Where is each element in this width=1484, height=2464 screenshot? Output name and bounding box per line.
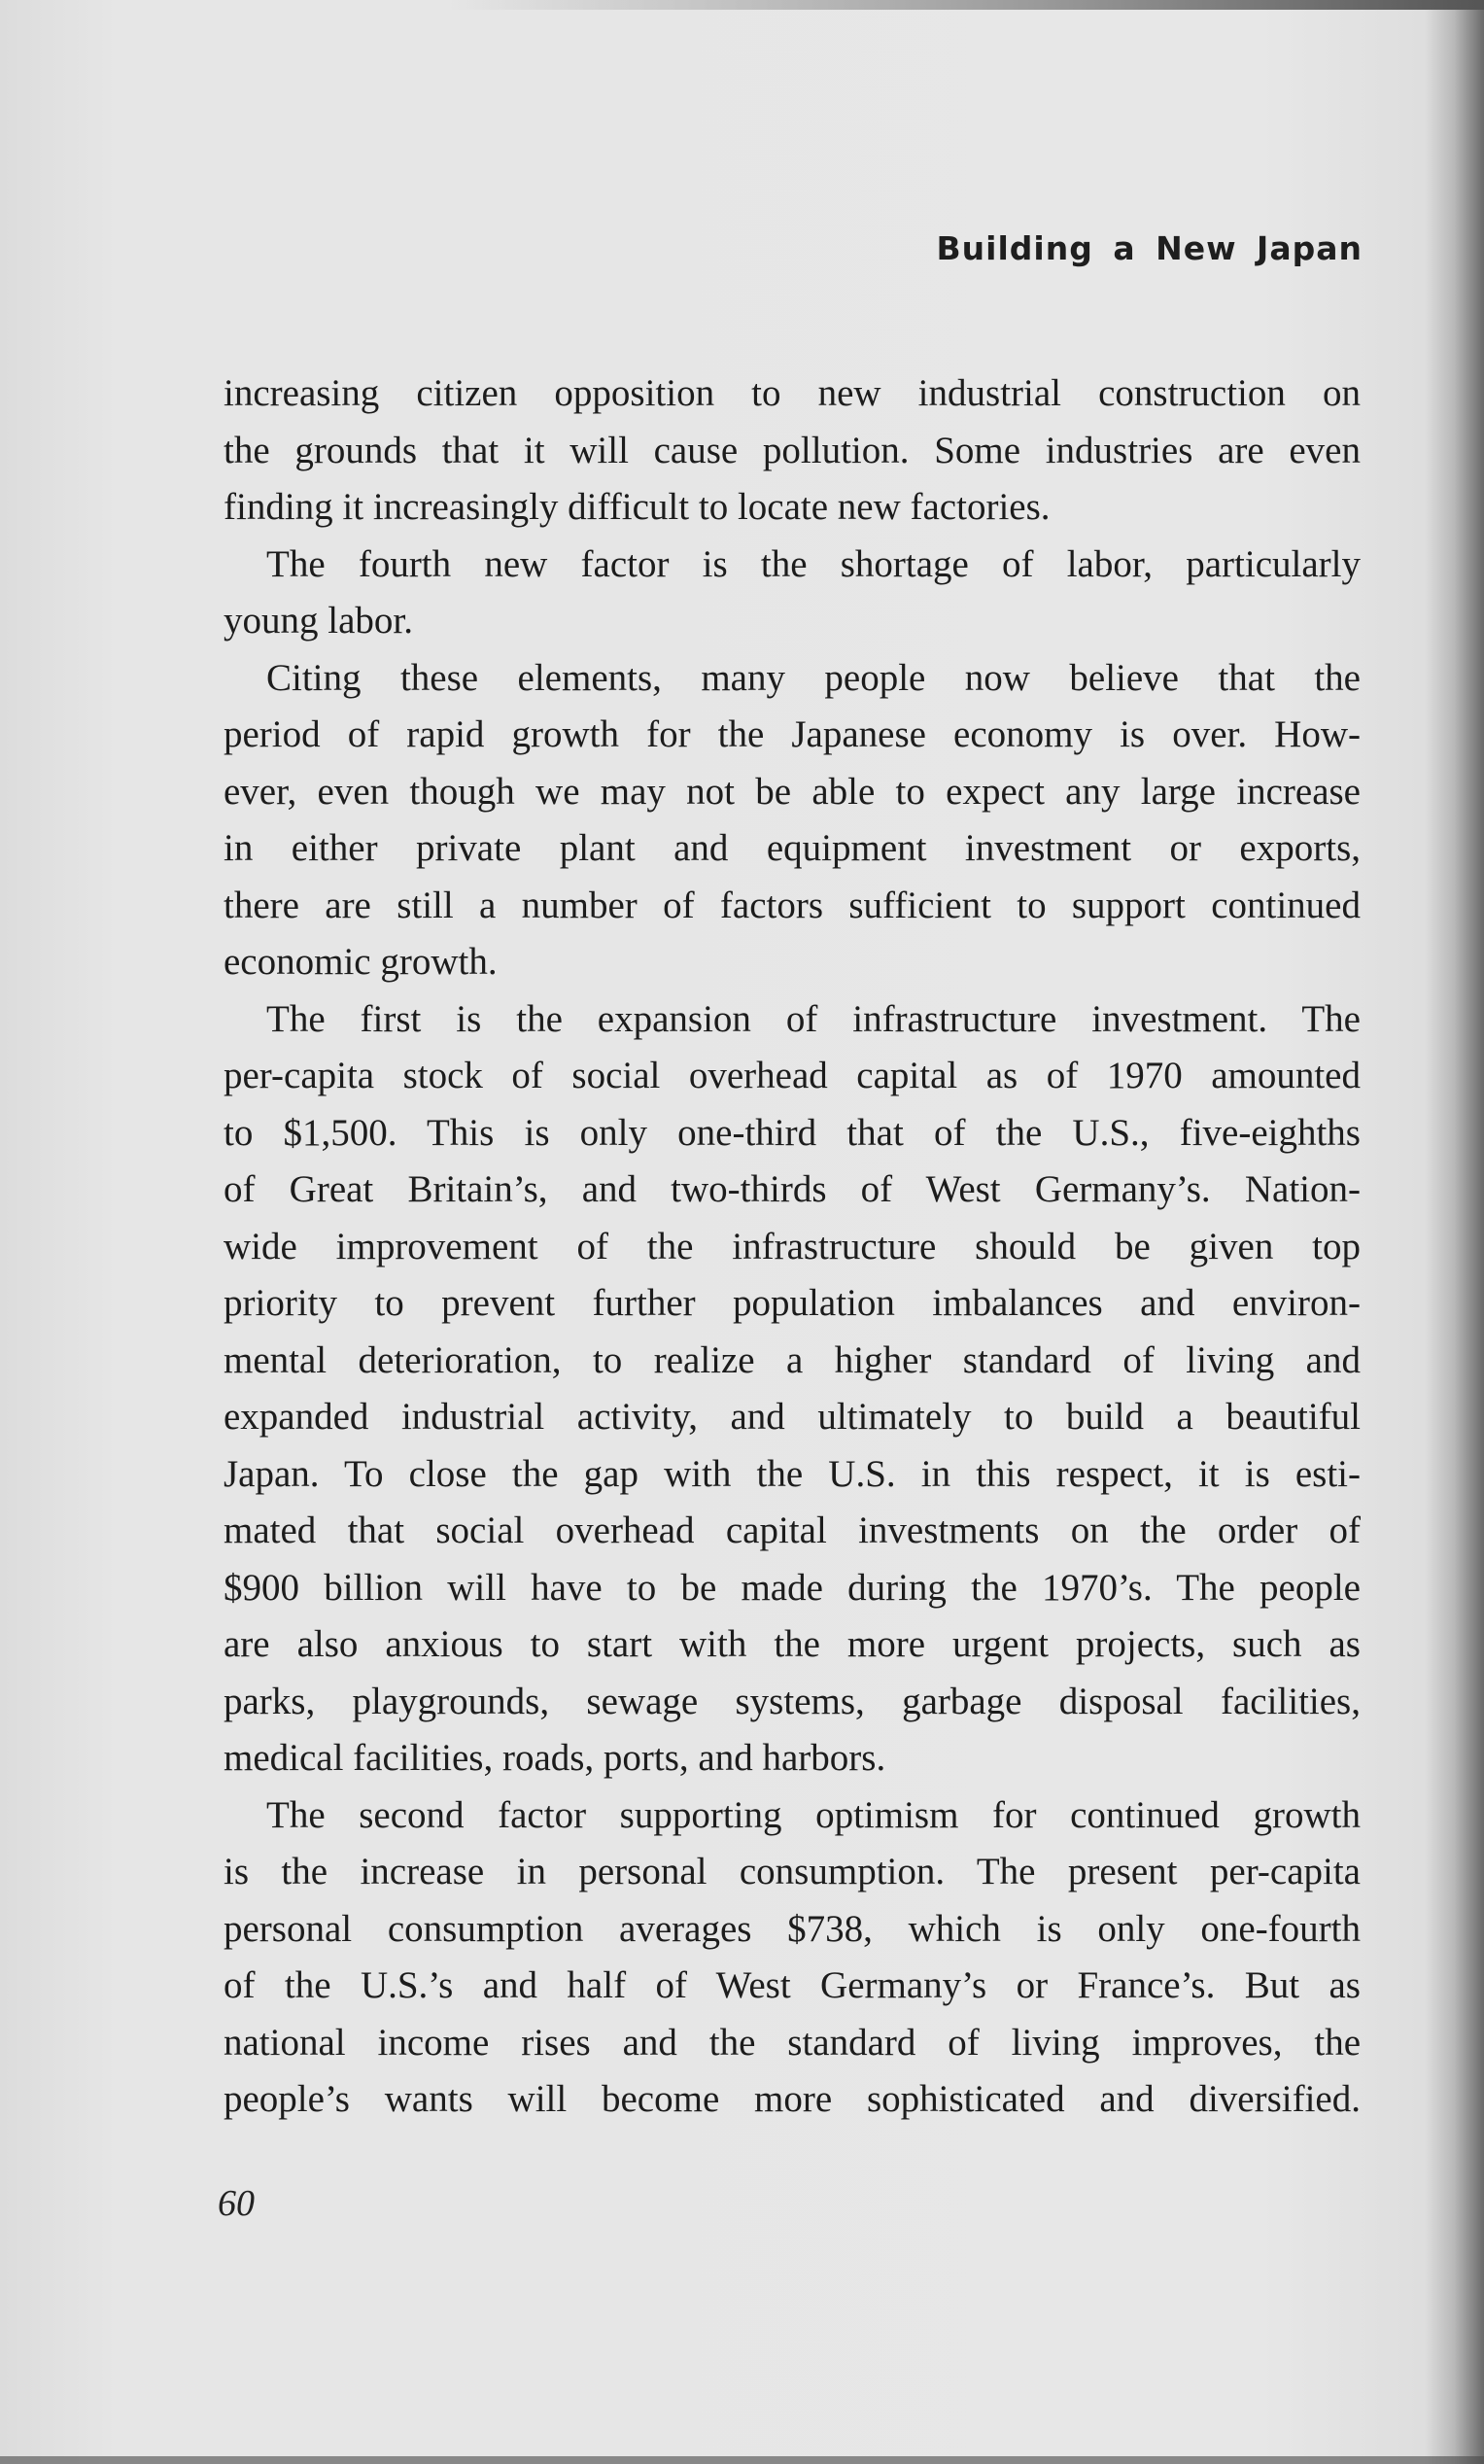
text-line: $900 billion will have to be made during the 1970’s. The people xyxy=(224,1566,1361,1609)
text-line: there are still a number of factors sufficient to support continued xyxy=(224,884,1361,926)
text-line: young labor. xyxy=(224,600,413,642)
text-line: mental deterioration, to realize a higher standard of living and xyxy=(224,1338,1361,1381)
text-line: The first is the expansion of infrastructure investment. The xyxy=(266,997,1361,1040)
text-line: wide improvement of the infrastructure should be given top xyxy=(224,1225,1361,1267)
text-line: The fourth new factor is the shortage of labor, particularly xyxy=(266,542,1361,585)
running-header: Building a New Japan xyxy=(936,229,1363,267)
text-line: to $1,500. This is only one-third that of the U.S., five-eighths xyxy=(224,1111,1361,1154)
text-line: of Great Britain’s, and two-thirds of West Germany’s. Nation- xyxy=(224,1168,1361,1210)
text-line: Citing these elements, many people now believe that the xyxy=(266,656,1361,699)
text-line: is the increase in personal consumption. The present per-capita xyxy=(224,1851,1361,1892)
text-line: mated that social overhead capital investments on the order of xyxy=(224,1510,1361,1551)
page-edge-bottom xyxy=(0,2456,1484,2464)
text-line: in either private plant and equipment investment or exports, xyxy=(224,827,1361,869)
text-line: increasing citizen opposition to new industrial construction on xyxy=(224,372,1361,414)
text-line: of the U.S.’s and half of West Germany’s or France’s. But as xyxy=(224,1964,1361,2006)
text-line: per-capita stock of social overhead capital as of 1970 amounted xyxy=(224,1055,1361,1096)
text-line: personal consumption averages $738, which is only one-fourth xyxy=(224,1907,1361,1950)
text-line: parks, playgrounds, sewage systems, garbage disposal facilities, xyxy=(224,1680,1361,1722)
text-line: people’s wants will become more sophisticated and diversified. xyxy=(224,2078,1361,2120)
body-text xyxy=(224,365,1361,2129)
page-number: 60 xyxy=(218,2183,255,2224)
text-line: The second factor supporting optimism for continued growth xyxy=(266,1793,1361,1836)
text-line: economic growth. xyxy=(224,941,498,983)
paragraph xyxy=(224,365,1361,537)
text-line: period of rapid growth for the Japanese economy is over. How- xyxy=(224,713,1361,755)
text-line: the grounds that it will cause pollution. Some industries are even xyxy=(224,429,1361,471)
paragraph xyxy=(224,991,1361,1787)
text-line: medical facilities, roads, ports, and harbors. xyxy=(224,1737,886,1779)
text-line: expanded industrial activity, and ultimately to build a beautiful xyxy=(224,1396,1361,1438)
paragraph xyxy=(224,650,1361,991)
text-line: Japan. To close the gap with the U.S. in this respect, it is esti- xyxy=(224,1452,1361,1495)
text-line: national income rises and the standard of living improves, the xyxy=(224,2021,1361,2064)
text-line: finding it increasingly difficult to locate new factories. xyxy=(224,486,1051,528)
text-line: ever, even though we may not be able to expect any large increase xyxy=(224,770,1361,813)
page-edge-top xyxy=(0,0,1484,10)
text-line: priority to prevent further population imbalances and environ- xyxy=(224,1282,1361,1324)
text-line: are also anxious to start with the more urgent projects, such as xyxy=(224,1623,1361,1665)
paragraph xyxy=(224,537,1361,650)
paragraph xyxy=(224,1787,1361,2129)
